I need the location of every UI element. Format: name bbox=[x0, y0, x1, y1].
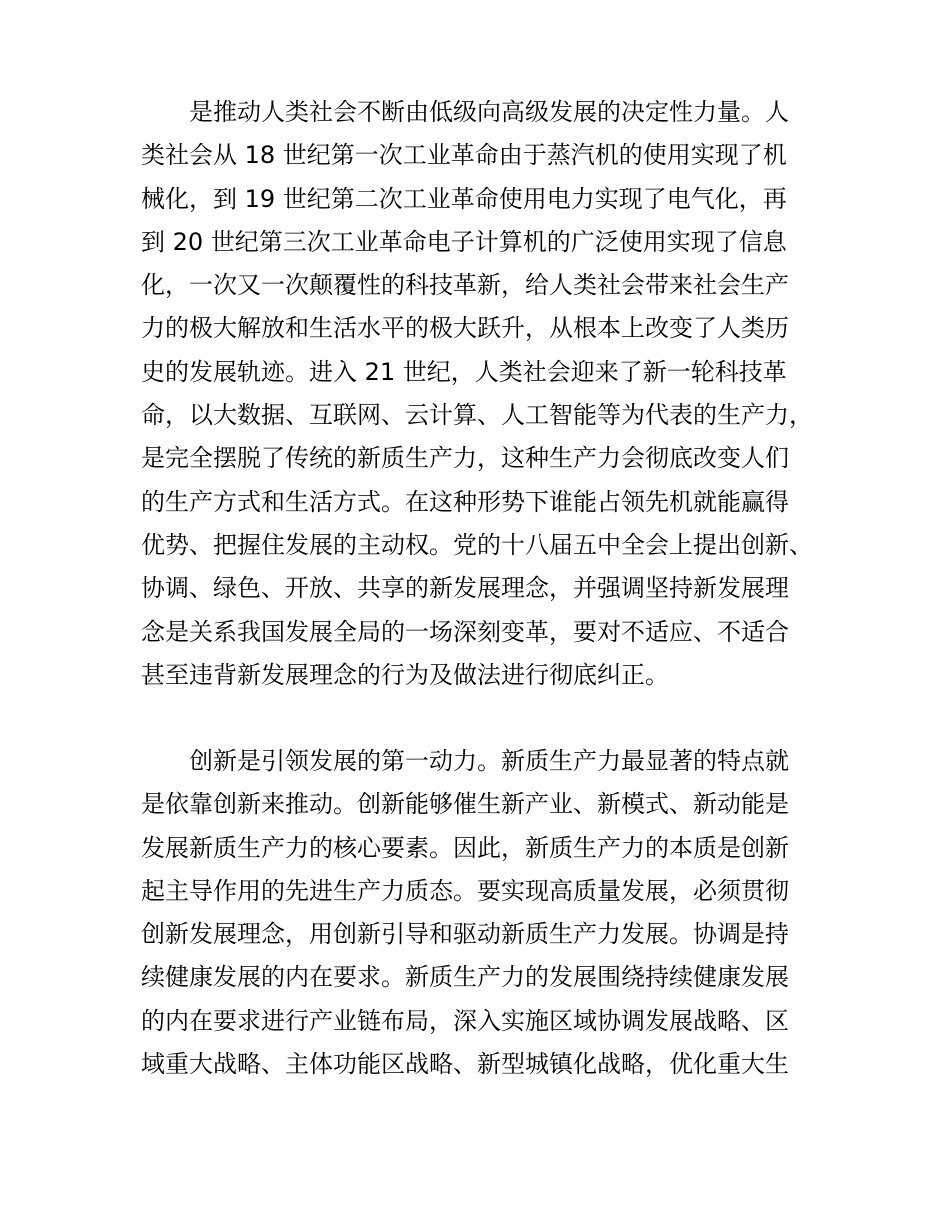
paragraph-line: 力的极大解放和生活水平的极大跃升，从根本上改变了人类历 bbox=[141, 314, 789, 343]
paragraph-line: 是推动人类社会不断由低级向高级发展的决定性力量。人 bbox=[189, 98, 789, 126]
paragraph-line: 械化，到 19 世纪第二次工业革命使用电力实现了电气化，再 bbox=[141, 184, 787, 213]
paragraph-1 bbox=[141, 91, 821, 697]
paragraph-line: 优势、把握住发展的主动权。党的十八届五中全会上提出创新、 bbox=[141, 530, 813, 559]
paragraph-line: 命，以大数据、互联网、云计算、人工智能等为代表的生产力， bbox=[141, 401, 813, 430]
paragraph-line: 协调、绿色、开放、共享的新发展理念，并强调坚持新发展理 bbox=[141, 574, 789, 603]
paragraph-line: 是依靠创新来推动。创新能够催生新产业、新模式、新动能是 bbox=[141, 790, 789, 819]
paragraph-line: 发展新质生产力的核心要素。因此，新质生产力的本质是创新 bbox=[141, 833, 789, 862]
paragraph-line: 是完全摆脱了传统的新质生产力，这种生产力会彻底改变人们 bbox=[141, 444, 789, 473]
paragraph-line: 创新发展理念，用创新引导和驱动新质生产力发展。协调是持 bbox=[141, 920, 789, 949]
paragraph-line: 甚至违背新发展理念的行为及做法进行彻底纠正。 bbox=[141, 660, 669, 689]
paragraph-line: 起主导作用的先进生产力质态。要实现高质量发展，必须贯彻 bbox=[141, 876, 789, 905]
paragraph-2 bbox=[141, 740, 821, 1086]
paragraph-line: 到 20 世纪第三次工业革命电子计算机的广泛使用实现了信息 bbox=[141, 227, 787, 256]
paragraph-line: 类社会从 18 世纪第一次工业革命由于蒸汽机的使用实现了机 bbox=[141, 141, 787, 170]
paragraph-line: 史的发展轨迹。进入 21 世纪，人类社会迎来了新一轮科技革 bbox=[141, 357, 787, 386]
paragraph-line: 创新是引领发展的第一动力。新质生产力最显著的特点就 bbox=[189, 747, 789, 775]
paragraph-line: 化，一次又一次颠覆性的科技革新，给人类社会带来社会生产 bbox=[141, 271, 789, 300]
paragraph-line: 续健康发展的内在要求。新质生产力的发展围绕持续健康发展 bbox=[141, 963, 789, 992]
paragraph-line: 域重大战略、主体功能区战略、新型城镇化战略，优化重大生 bbox=[141, 1050, 789, 1079]
paragraph-line: 的生产方式和生活方式。在这种形势下谁能占领先机就能赢得 bbox=[141, 487, 789, 516]
paragraph-line: 念是关系我国发展全局的一场深刻变革，要对不适应、不适合 bbox=[141, 617, 789, 646]
paragraph-line: 的内在要求进行产业链布局，深入实施区域协调发展战略、区 bbox=[141, 1006, 789, 1035]
